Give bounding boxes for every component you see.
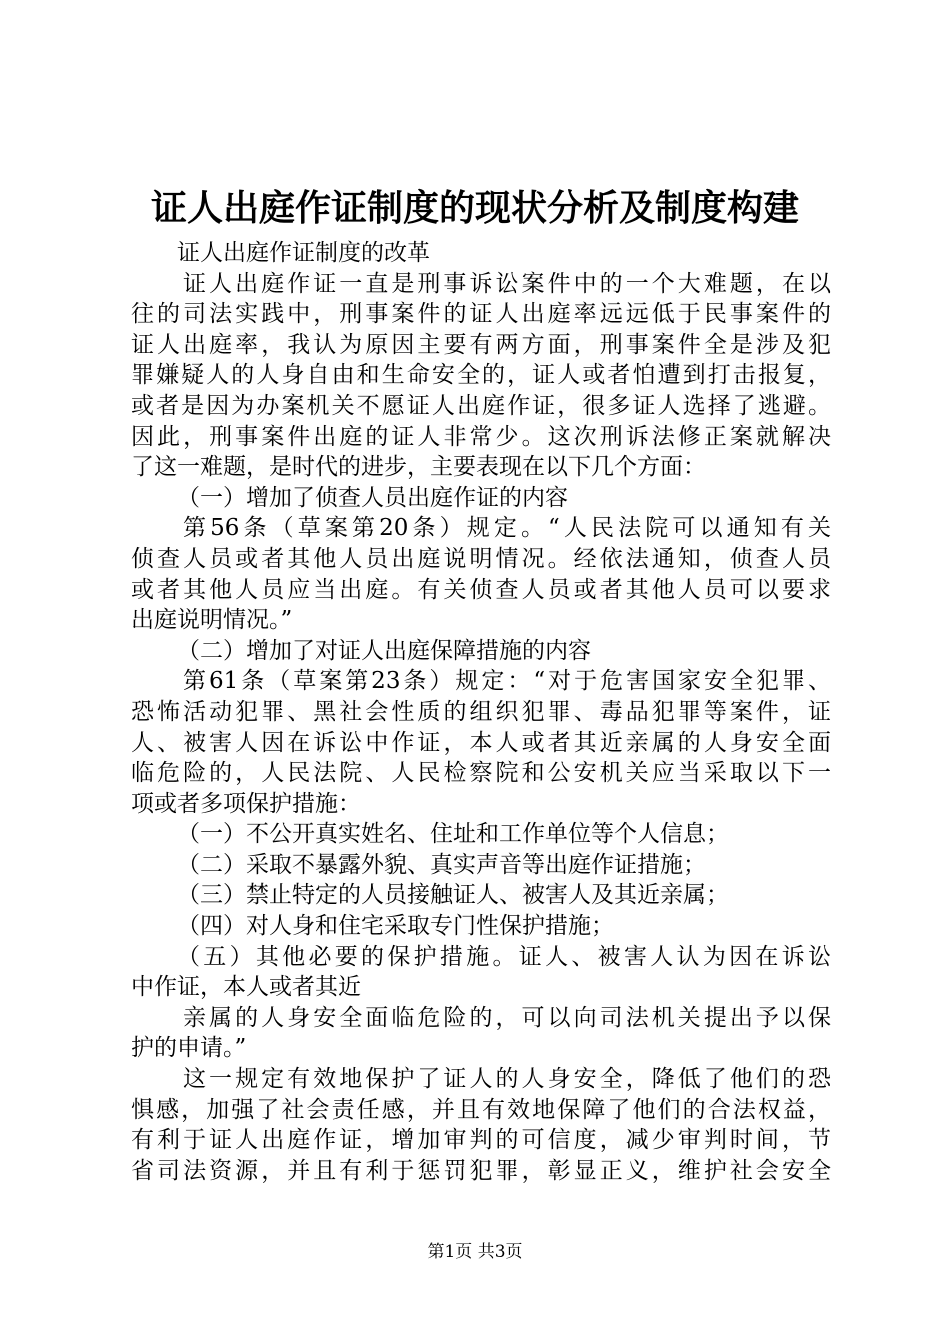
paragraph-line: 中作证，本人或者其近	[131, 974, 361, 1001]
page-footer: 第1页 共3页	[427, 1242, 523, 1262]
paragraph-line: 或者是因为办案机关不愿证人出庭作证，很多证人选择了逃避。	[131, 392, 831, 419]
paragraph-line: 有利于证人出庭作证，增加审判的可信度，减少审判时间，节	[131, 1127, 831, 1154]
paragraph-line: 第56条（草案第20条）规定。“人民法院可以通知有关	[183, 515, 831, 542]
paragraph-line: 罪嫌疑人的人身自由和生命安全的，证人或者怕遭到打击报复，	[131, 362, 831, 389]
paragraph-line: 护的申请。”	[131, 1035, 247, 1062]
paragraph-line: 了这一难题，是时代的进步，主要表现在以下几个方面：	[131, 454, 706, 481]
paragraph-line: 惧感，加强了社会责任感，并且有效地保障了他们的合法权益，	[131, 1096, 831, 1123]
paragraph-line: 临危险的，人民法院、人民检察院和公安机关应当采取以下一	[131, 760, 831, 787]
paragraph-line: 或者其他人员应当出庭。有关侦查人员或者其他人员可以要求	[131, 576, 831, 603]
paragraph-line: 出庭说明情况。”	[131, 607, 293, 634]
section-heading: 证人出庭作证制度的改革	[177, 240, 430, 266]
paragraph-line: 证人出庭率，我认为原因主要有两方面，刑事案件全是涉及犯	[131, 331, 831, 358]
list-item: （四）对人身和住宅采取专门性保护措施；	[177, 913, 614, 940]
paragraph-line: 第61条（草案第23条）规定：“对于危害国家安全犯罪、	[183, 668, 831, 695]
paragraph-line: 省司法资源，并且有利于惩罚犯罪，彰显正义，维护社会安全	[131, 1157, 831, 1184]
list-item: （二）采取不暴露外貌、真实声音等出庭作证措施；	[177, 851, 706, 878]
document-body	[131, 238, 831, 1186]
paragraph-line: 恐怖活动犯罪、黑社会性质的组织犯罪、毒品犯罪等案件，证	[131, 698, 831, 725]
paragraph-line: 亲属的人身安全面临危险的，可以向司法机关提出予以保	[183, 1004, 831, 1031]
document-title: 证人出庭作证制度的现状分析及制度构建	[150, 187, 799, 229]
subsection-heading: （二）增加了对证人出庭保障措施的内容	[177, 637, 591, 664]
list-item: （五）其他必要的保护措施。证人、被害人认为因在诉讼	[177, 943, 831, 970]
paragraph-line: 证人出庭作证一直是刑事诉讼案件中的一个大难题，在以	[183, 270, 831, 297]
paragraph-line: 侦查人员或者其他人员出庭说明情况。经依法通知，侦查人员	[131, 545, 831, 572]
list-item: （三）禁止特定的人员接触证人、被害人及其近亲属；	[177, 882, 729, 909]
paragraph-line: 因此，刑事案件出庭的证人非常少。这次刑诉法修正案就解决	[131, 423, 831, 450]
paragraph-line: 这一规定有效地保护了证人的人身安全，降低了他们的恐	[183, 1066, 831, 1093]
paragraph-line: 往的司法实践中，刑事案件的证人出庭率远远低于民事案件的	[131, 301, 831, 328]
subsection-heading: （一）增加了侦查人员出庭作证的内容	[177, 484, 568, 511]
paragraph-line: 项或者多项保护措施：	[131, 790, 361, 817]
list-item: （一）不公开真实姓名、住址和工作单位等个人信息；	[177, 821, 729, 848]
paragraph-line: 人、被害人因在诉讼中作证，本人或者其近亲属的人身安全面	[131, 729, 831, 756]
